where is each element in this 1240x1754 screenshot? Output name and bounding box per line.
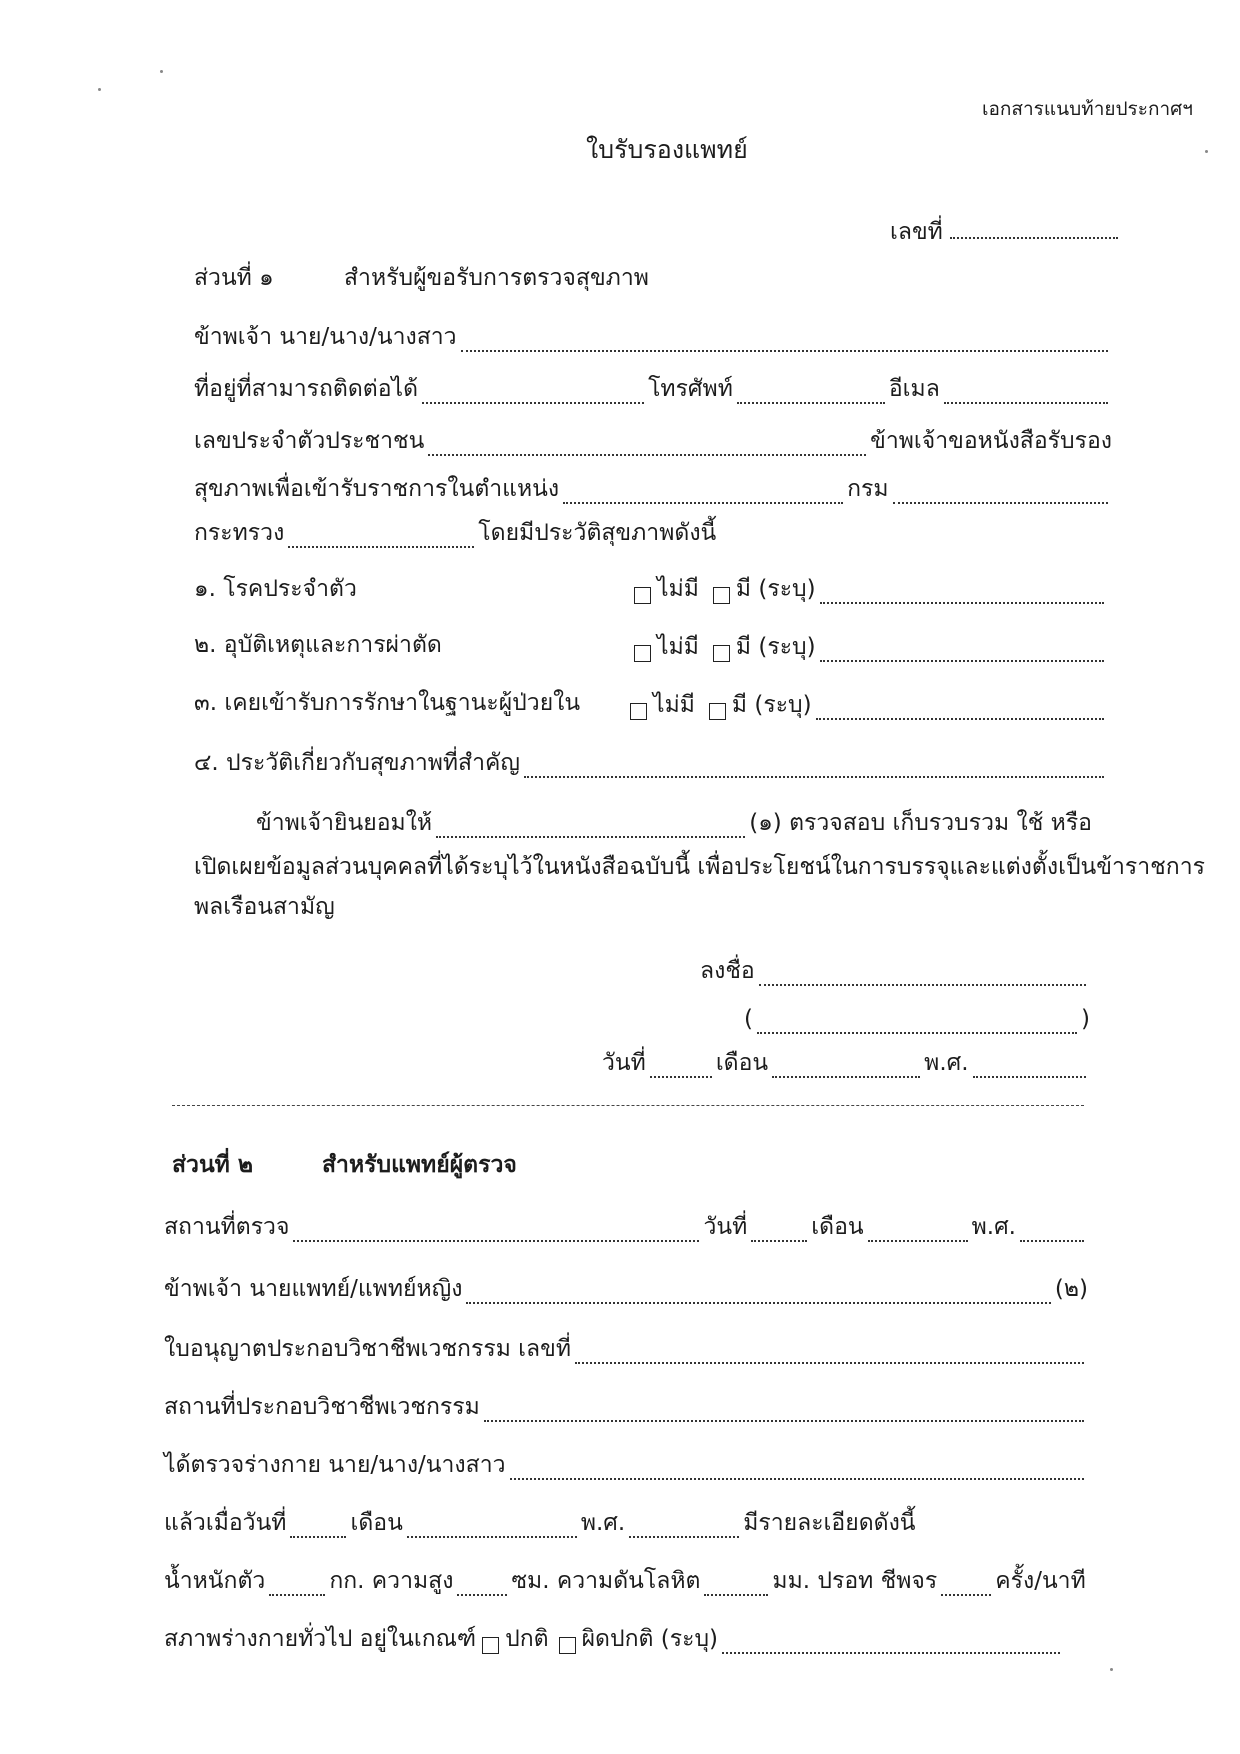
license-number-field[interactable] (575, 1342, 1084, 1364)
history-2-options (634, 632, 1108, 662)
exam-month-field[interactable] (407, 1516, 577, 1538)
history-1-yes-label: มี (ระบุ) (735, 576, 816, 602)
abnormal-field[interactable] (722, 1632, 1060, 1654)
part2-subheading: สำหรับแพทย์ผู้ตรวจ (322, 1152, 517, 1178)
phone-field[interactable] (737, 382, 885, 404)
exam-person-field[interactable] (510, 1458, 1084, 1480)
history-3-no-checkbox[interactable] (630, 703, 647, 720)
history-4-line (194, 748, 1108, 778)
paren-open: ( (744, 1006, 753, 1032)
id-label: เลขประจำตัวประชาชน (194, 428, 425, 454)
part1-heading: ส่วนที่ ๑ (194, 265, 274, 291)
sign-date-label: วันที่ (602, 1050, 646, 1076)
position-field[interactable] (563, 482, 843, 504)
history-2-yes-checkbox[interactable] (713, 645, 730, 662)
section-separator (172, 1105, 1084, 1106)
license-line (164, 1334, 1088, 1364)
exam-date-label: แล้วเมื่อวันที่ (164, 1510, 287, 1536)
annex-label: เอกสารแนบท้ายประกาศฯ (982, 98, 1193, 120)
exam-place-month-field[interactable] (868, 1220, 968, 1242)
name-label: ข้าพเจ้า นาย/นาง/นางสาว (194, 324, 457, 350)
sign-month-field[interactable] (772, 1056, 920, 1078)
exam-place-year-field[interactable] (1020, 1220, 1084, 1242)
history-1-no-label: ไม่มี (657, 576, 699, 602)
exam-details-label: มีรายละเอียดดังนี้ (743, 1510, 916, 1536)
weight-label: น้ำหนักตัว (164, 1568, 266, 1594)
weight-field[interactable] (269, 1574, 325, 1596)
history-3-field[interactable] (816, 698, 1104, 720)
history-1-yes-checkbox[interactable] (713, 587, 730, 604)
ministry-label: กระทรวง (194, 520, 285, 546)
sign-date-field[interactable] (650, 1056, 712, 1078)
exam-date-line (164, 1508, 924, 1538)
history-1-no-checkbox[interactable] (634, 587, 651, 604)
history-2-no-label: ไม่มี (657, 634, 699, 660)
practice-label: สถานที่ประกอบวิชาชีพเวชกรรม (164, 1394, 480, 1420)
scan-speck (1205, 150, 1208, 153)
general-line (164, 1624, 1064, 1654)
bpm-label: ครั้ง/นาที (995, 1568, 1086, 1594)
cm-bp-label: ซม. ความดันโลหิต (511, 1568, 701, 1594)
abnormal-label: ผิดปกติ (ระบุ) (581, 1626, 719, 1652)
part1-subheading: สำหรับผู้ขอรับการตรวจสุขภาพ (344, 265, 649, 291)
exam-person-label: ได้ตรวจร่างกาย นาย/นาง/นางสาว (164, 1452, 506, 1478)
history-3-no-label: ไม่มี (653, 692, 695, 718)
history-3-label: ๓. เคยเข้ารับการรักษาในฐานะผู้ป่วยใน (194, 690, 581, 716)
id-line (194, 426, 1112, 456)
consent-agency-field[interactable] (436, 816, 745, 838)
document-title: ใบรับรองแพทย์ (586, 135, 748, 164)
history-1-label: ๑. โรคประจำตัว (194, 576, 357, 602)
pulse-field[interactable] (941, 1574, 991, 1596)
printed-name-line (744, 1004, 1090, 1034)
history-2-label: ๒. อุบัติเหตุและการผ่าตัด (194, 632, 442, 658)
exam-date-field[interactable] (290, 1516, 346, 1538)
mmhg-pulse-label: มม. ปรอท ชีพจร (772, 1568, 938, 1594)
history-3-yes-label: มี (ระบุ) (731, 692, 812, 718)
history-1-field[interactable] (820, 582, 1104, 604)
signature-line (700, 956, 1090, 986)
history-3-yes-checkbox[interactable] (709, 703, 726, 720)
doctor-suffix: (๒) (1054, 1276, 1088, 1302)
license-label: ใบอนุญาตประกอบวิชาชีพเวชกรรม เลขที่ (164, 1336, 572, 1362)
doctor-name-field[interactable] (466, 1282, 1050, 1304)
exam-place-line (164, 1212, 1088, 1242)
address-line (194, 374, 1112, 404)
exam-place-label: สถานที่ตรวจ (164, 1214, 290, 1240)
exam-place-year-label: พ.ศ. (971, 1214, 1016, 1240)
scan-speck (160, 70, 163, 73)
id-field[interactable] (428, 434, 866, 456)
general-label: สภาพร่างกายทั่วไป อยู่ในเกณฑ์ (164, 1626, 477, 1652)
consent-line-2: เปิดเผยข้อมูลส่วนบุคคลที่ได้ระบุไว้ในหนังสือฉบับนี้ เพื่อประโยชน์ในการบรรจุและแต่งตั้งเป็นข้าราชการ (194, 854, 1205, 880)
number-label: เลขที่ (890, 219, 943, 245)
email-label: อีเมล (888, 376, 940, 402)
blood-pressure-field[interactable] (704, 1574, 768, 1596)
abnormal-checkbox[interactable] (559, 1637, 576, 1654)
exam-place-date-field[interactable] (751, 1220, 807, 1242)
department-field[interactable] (893, 482, 1108, 504)
exam-place-date-label: วันที่ (703, 1214, 748, 1240)
signature-field[interactable] (759, 964, 1086, 986)
consent-line-3: พลเรือนสามัญ (194, 894, 335, 920)
part2-heading: ส่วนที่ ๒ (172, 1152, 254, 1178)
name-field[interactable] (461, 330, 1108, 352)
printed-name-field[interactable] (757, 1012, 1077, 1034)
history-3-options (630, 690, 1108, 720)
consent-start: ข้าพเจ้ายินยอมให้ (256, 810, 433, 836)
exam-year-field[interactable] (629, 1516, 739, 1538)
number-field[interactable] (950, 217, 1118, 239)
position-label: สุขภาพเพื่อเข้ารับราชการในตำแหน่ง (194, 476, 560, 502)
history-2-yes-label: มี (ระบุ) (735, 634, 816, 660)
number-line (890, 217, 1118, 247)
exam-month-label: เดือน (350, 1510, 403, 1536)
email-field[interactable] (944, 382, 1108, 404)
scan-speck (98, 88, 101, 91)
exam-year-label: พ.ศ. (580, 1510, 626, 1536)
history-intro: โดยมีประวัติสุขภาพดังนี้ (478, 520, 717, 546)
history-4-label: ๔. ประวัติเกี่ยวกับสุขภาพที่สำคัญ (194, 750, 520, 776)
kg-height-label: กก. ความสูง (329, 1568, 454, 1594)
height-field[interactable] (457, 1574, 507, 1596)
practice-line (164, 1392, 1088, 1422)
doctor-line (164, 1274, 1088, 1304)
position-line (194, 474, 1112, 504)
history-4-field[interactable] (524, 756, 1104, 778)
phone-label: โทรศัพท์ (648, 376, 733, 402)
history-2-field[interactable] (820, 640, 1104, 662)
consent-line-1 (256, 808, 1092, 838)
exam-place-field[interactable] (293, 1220, 699, 1242)
sign-label: ลงชื่อ (700, 958, 755, 984)
exam-person-line (164, 1450, 1088, 1480)
request-label: ข้าพเจ้าขอหนังสือรับรอง (870, 428, 1112, 454)
normal-label: ปกติ (505, 1626, 549, 1652)
sign-month-label: เดือน (715, 1050, 769, 1076)
sign-date-line (602, 1048, 1090, 1078)
address-field[interactable] (422, 382, 644, 404)
department-label: กรม (847, 476, 889, 502)
sign-year-field[interactable] (973, 1056, 1086, 1078)
practice-field[interactable] (484, 1400, 1084, 1422)
ministry-field[interactable] (288, 526, 474, 548)
doctor-label: ข้าพเจ้า นายแพทย์/แพทย์หญิง (164, 1276, 463, 1302)
address-label: ที่อยู่ที่สามารถติดต่อได้ (194, 376, 419, 402)
normal-checkbox[interactable] (482, 1637, 499, 1654)
name-line (194, 322, 1112, 352)
exam-place-month-label: เดือน (811, 1214, 864, 1240)
vitals-line (164, 1566, 1084, 1596)
sign-year-label: พ.ศ. (924, 1050, 969, 1076)
ministry-line (194, 518, 716, 548)
history-2-no-checkbox[interactable] (634, 645, 651, 662)
paren-close: ) (1081, 1006, 1090, 1032)
scan-speck (1110, 1668, 1113, 1671)
consent-end: (๑) ตรวจสอบ เก็บรวบรวม ใช้ หรือ (749, 810, 1092, 836)
history-1-options (634, 574, 1108, 604)
